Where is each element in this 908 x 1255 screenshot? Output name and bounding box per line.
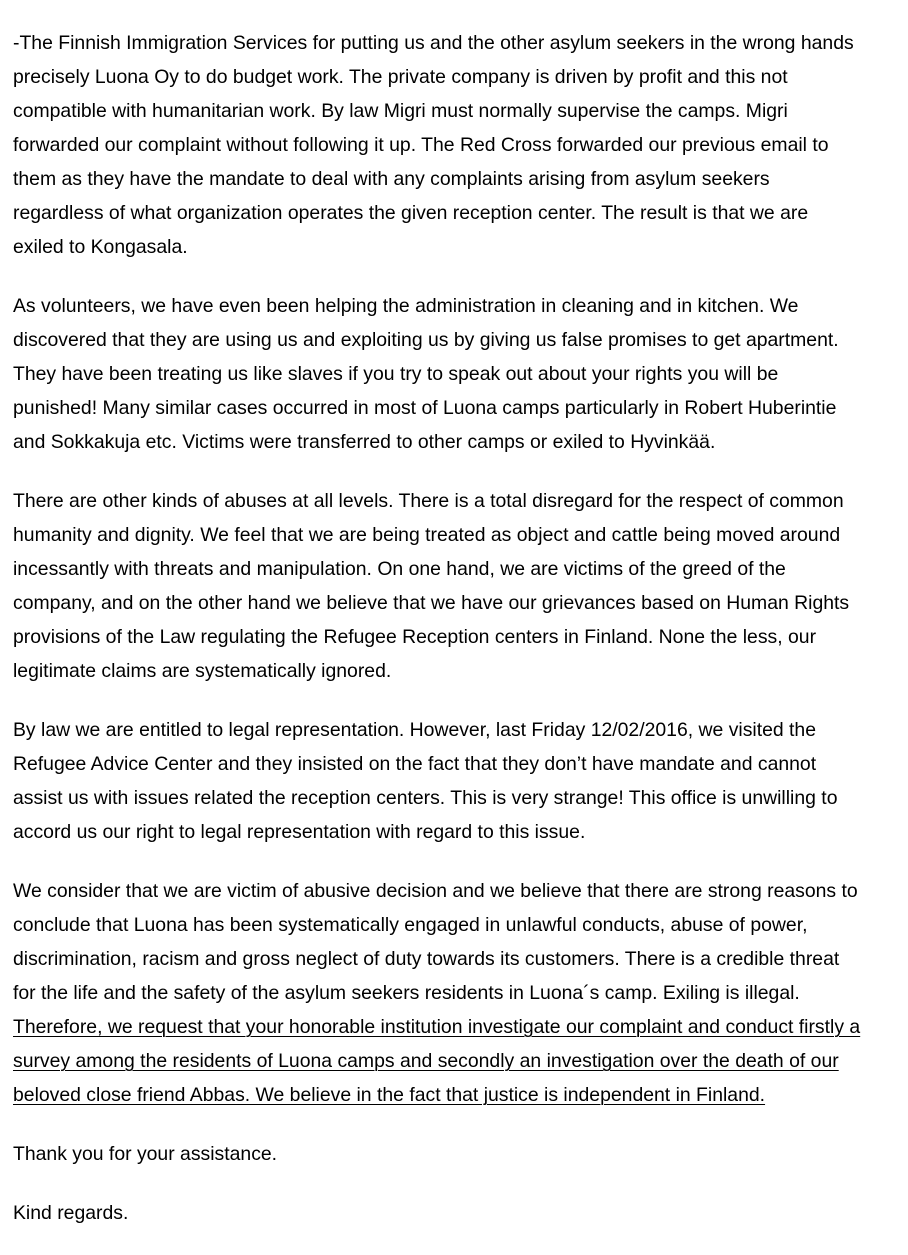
- paragraph-abuses: There are other kinds of abuses at all levels. There is a total disregard for the respect of common humanity and dignity. We feel that we are being treated as object and cattle being moved around incessantly with threats and manipulation. On one hand, we are victims of the greed of the company, and on the other hand we believe that we have our grievances based on Human Rights provisions of the Law regulating the Refugee Reception centers in Finland. None the less, our legitimate claims are systematically ignored.: [13, 490, 850, 682]
- paragraph-volunteers: As volunteers, we have even been helping the administration in cleaning and in kitchen. We discovered that they are using us and exploiting us by giving us false promises to get apartment. They have been treating us like slaves if you try to speak out about your rights you will be punished! Many similar cases occurred in most of Luona camps particularly in Robert Huberintie and Sokkakuja etc. Victims were transferred to other camps or exiled to Hyvinkää.: [13, 295, 839, 453]
- thanks-line: Thank you for your assistance.: [13, 1143, 278, 1165]
- signoff-line: Kind regards.: [13, 1202, 129, 1224]
- conclusion-text: We consider that we are victim of abusive decision and we believe that there are strong reasons to conclude that Luona has been systematically engaged in unlawful conducts, abuse of power, discrimination, racism and gross neglect of duty towards its customers. There is a credible threat for the life and the safety of the asylum seekers residents in Luona´s camp. Exiling is illegal.: [13, 880, 858, 1004]
- letter-body: [13, 26, 897, 1255]
- paragraph-conclusion: [13, 874, 897, 1112]
- paragraph-migri-complaint: -The Finnish Immigration Services for putting us and the other asylum seekers in the wrong hands precisely Luona Oy to do budget work. The private company is driven by profit and this not compatible with humanitarian work. By law Migri must normally supervise the camps. Migri forwarded our complaint without following it up. The Red Cross forwarded our previous email to them as they have the mandate to deal with any complaints arising from asylum seekers regardless of what organization operates the given reception center. The result is that we are exiled to Kongasala.: [13, 32, 854, 258]
- paragraph-legal-representation: By law we are entitled to legal representation. However, last Friday 12/02/2016, we visited the Refugee Advice Center and they insisted on the fact that they don’t have mandate and cannot assist us with issues related the reception centers. This is very strange! This office is unwilling to accord us our right to legal representation with regard to this issue.: [13, 719, 838, 843]
- request-underlined-text: Therefore, we request that your honorable institution investigate our complaint and conduct firstly a survey among the residents of Luona camps and secondly an investigation over the death of our beloved close friend Abbas. We believe in the fact that justice is independent in Finland.: [13, 1016, 861, 1106]
